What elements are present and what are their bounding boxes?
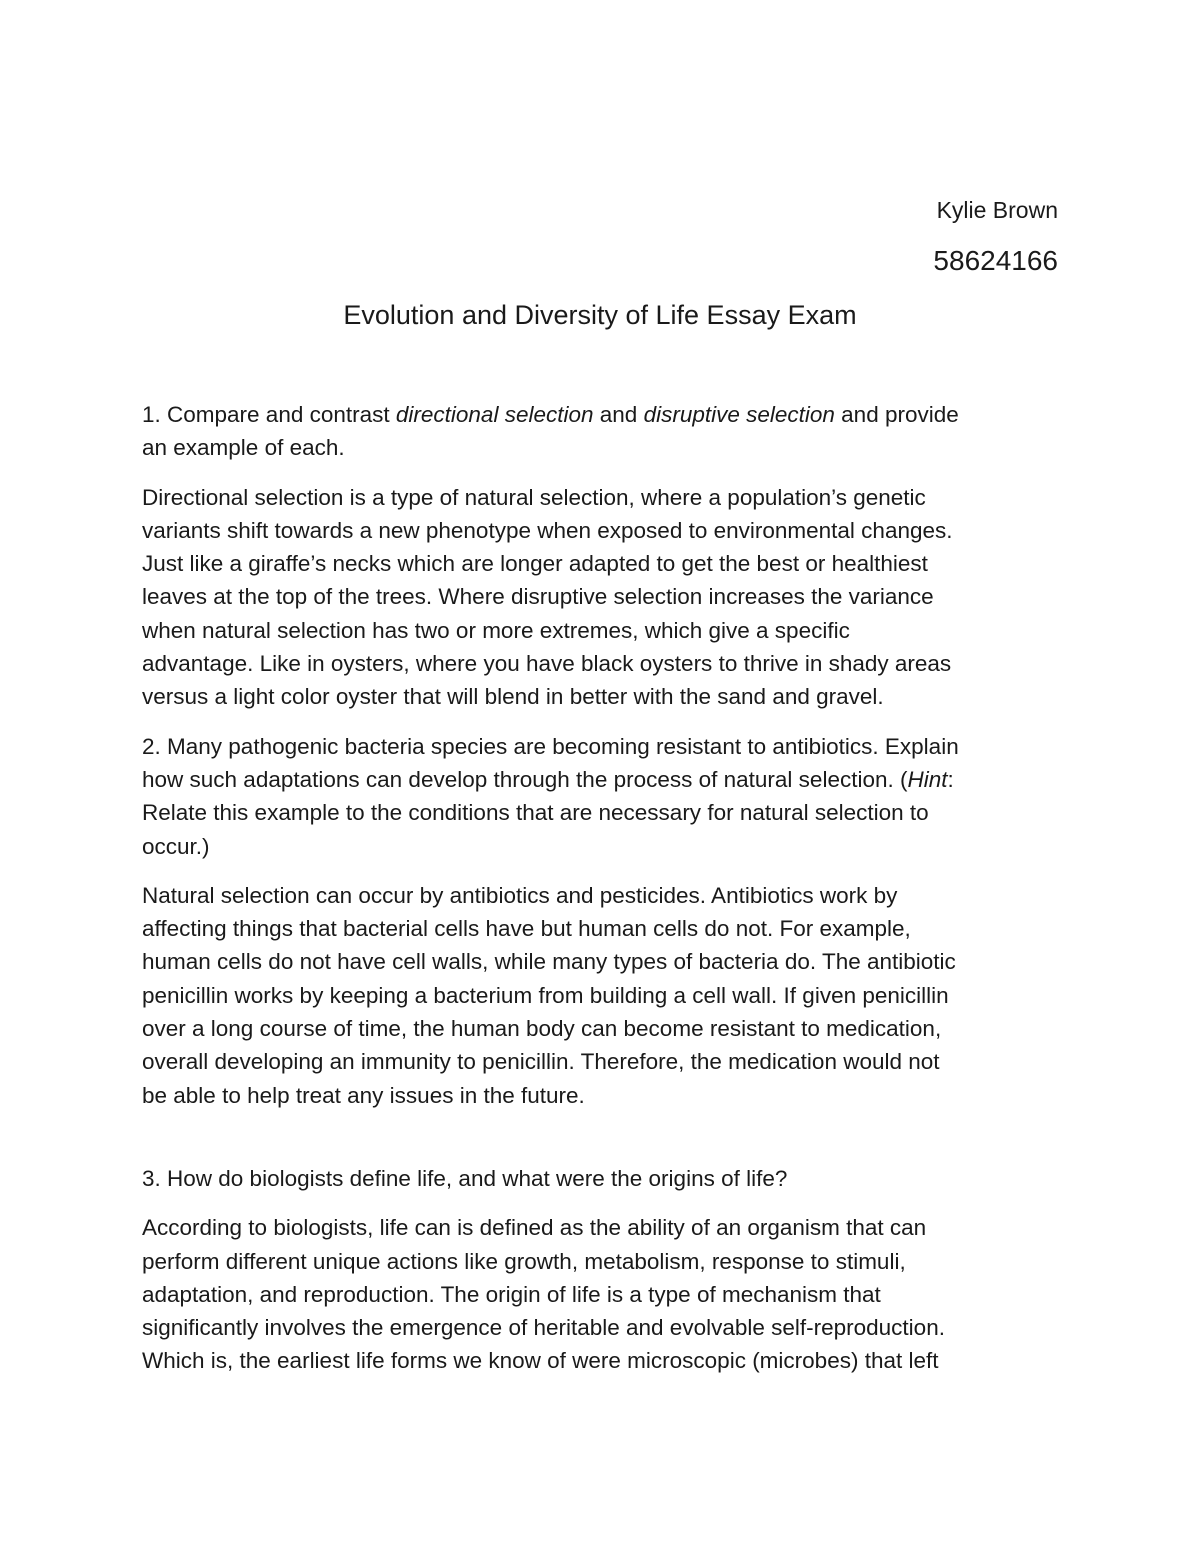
answer-3 bbox=[142, 1211, 1058, 1377]
question-1-line-2: an example of each. bbox=[142, 435, 345, 461]
answer-3-line: Which is, the earliest life forms we know of were microscopic (microbes) that left bbox=[142, 1348, 939, 1374]
answer-1-line: when natural selection has two or more extremes, which give a specific bbox=[142, 617, 850, 643]
question-3 bbox=[142, 1162, 1058, 1195]
question-1-mid: and bbox=[593, 402, 644, 427]
answer-1-line: advantage. Like in oysters, where you have black oysters to thrive in shady areas bbox=[142, 651, 952, 677]
question-2 bbox=[142, 730, 1058, 863]
answer-2-line: Natural selection can occur by antibiotics and pesticides. Antibiotics work by bbox=[142, 882, 898, 908]
answer-3-line: perform different unique actions like growth, metabolism, response to stimuli, bbox=[142, 1248, 906, 1274]
answer-2 bbox=[142, 879, 1058, 1112]
document-title: Evolution and Diversity of Life Essay Exam bbox=[343, 300, 857, 330]
question-2-line: 2. Many pathogenic bacteria species are becoming resistant to antibiotics. Explain bbox=[142, 733, 959, 759]
answer-2-line: over a long course of time, the human body can become resistant to medication, bbox=[142, 1016, 942, 1042]
answer-3-line: According to biologists, life can is defined as the ability of an organism that can bbox=[142, 1215, 927, 1241]
answer-3-line: adaptation, and reproduction. The origin of life is a type of mechanism that bbox=[142, 1281, 881, 1307]
question-1-line-1 bbox=[142, 398, 1058, 431]
answer-1-line: versus a light color oyster that will blend in better with the sand and gravel. bbox=[142, 684, 884, 710]
question-1-prefix: 1. Compare and contrast bbox=[142, 402, 396, 427]
answer-1-line: variants shift towards a new phenotype when exposed to environmental changes. bbox=[142, 517, 953, 543]
question-2-line: occur.) bbox=[142, 833, 210, 859]
question-1-suffix: and provide bbox=[834, 402, 959, 427]
answer-2-line: penicillin works by keeping a bacterium from building a cell wall. If given penicillin bbox=[142, 982, 949, 1008]
answer-2-line: human cells do not have cell walls, while many types of bacteria do. The antibiotic bbox=[142, 949, 956, 975]
answer-2-line: affecting things that bacterial cells have but human cells do not. For example, bbox=[142, 916, 911, 942]
answer-1-line: leaves at the top of the trees. Where disruptive selection increases the variance bbox=[142, 584, 934, 610]
student-id: 58624166 bbox=[933, 245, 1058, 276]
answer-1-line: Directional selection is a type of natural selection, where a population’s genetic bbox=[142, 484, 926, 510]
answer-3-line: significantly involves the emergence of heritable and evolvable self-reproduction. bbox=[142, 1315, 945, 1341]
paragraph-gap bbox=[142, 1128, 1058, 1162]
question-2-line: Relate this example to the conditions that are necessary for natural selection to bbox=[142, 800, 929, 826]
answer-2-line: be able to help treat any issues in the future. bbox=[142, 1082, 585, 1108]
question-3-line: 3. How do biologists define life, and what were the origins of life? bbox=[142, 1165, 788, 1191]
question-2-hint-label: Hint bbox=[907, 766, 948, 792]
answer-2-line: overall developing an immunity to penicillin. Therefore, the medication would not bbox=[142, 1049, 940, 1075]
question-2-line-2-text: how such adaptations can develop through the process of natural selection. ( bbox=[142, 766, 908, 792]
question-1 bbox=[142, 398, 1058, 465]
question-2-line bbox=[142, 763, 1058, 796]
answer-1-line: Just like a giraffe’s necks which are longer adapted to get the best or healthiest bbox=[142, 551, 928, 577]
question-2-hint-colon: : bbox=[947, 766, 954, 792]
author-name: Kylie Brown bbox=[936, 197, 1058, 223]
document-body bbox=[142, 398, 1058, 1394]
question-1-term-disruptive: disruptive selection bbox=[643, 402, 835, 427]
answer-1 bbox=[142, 481, 1058, 714]
question-1-term-directional: directional selection bbox=[395, 402, 594, 427]
